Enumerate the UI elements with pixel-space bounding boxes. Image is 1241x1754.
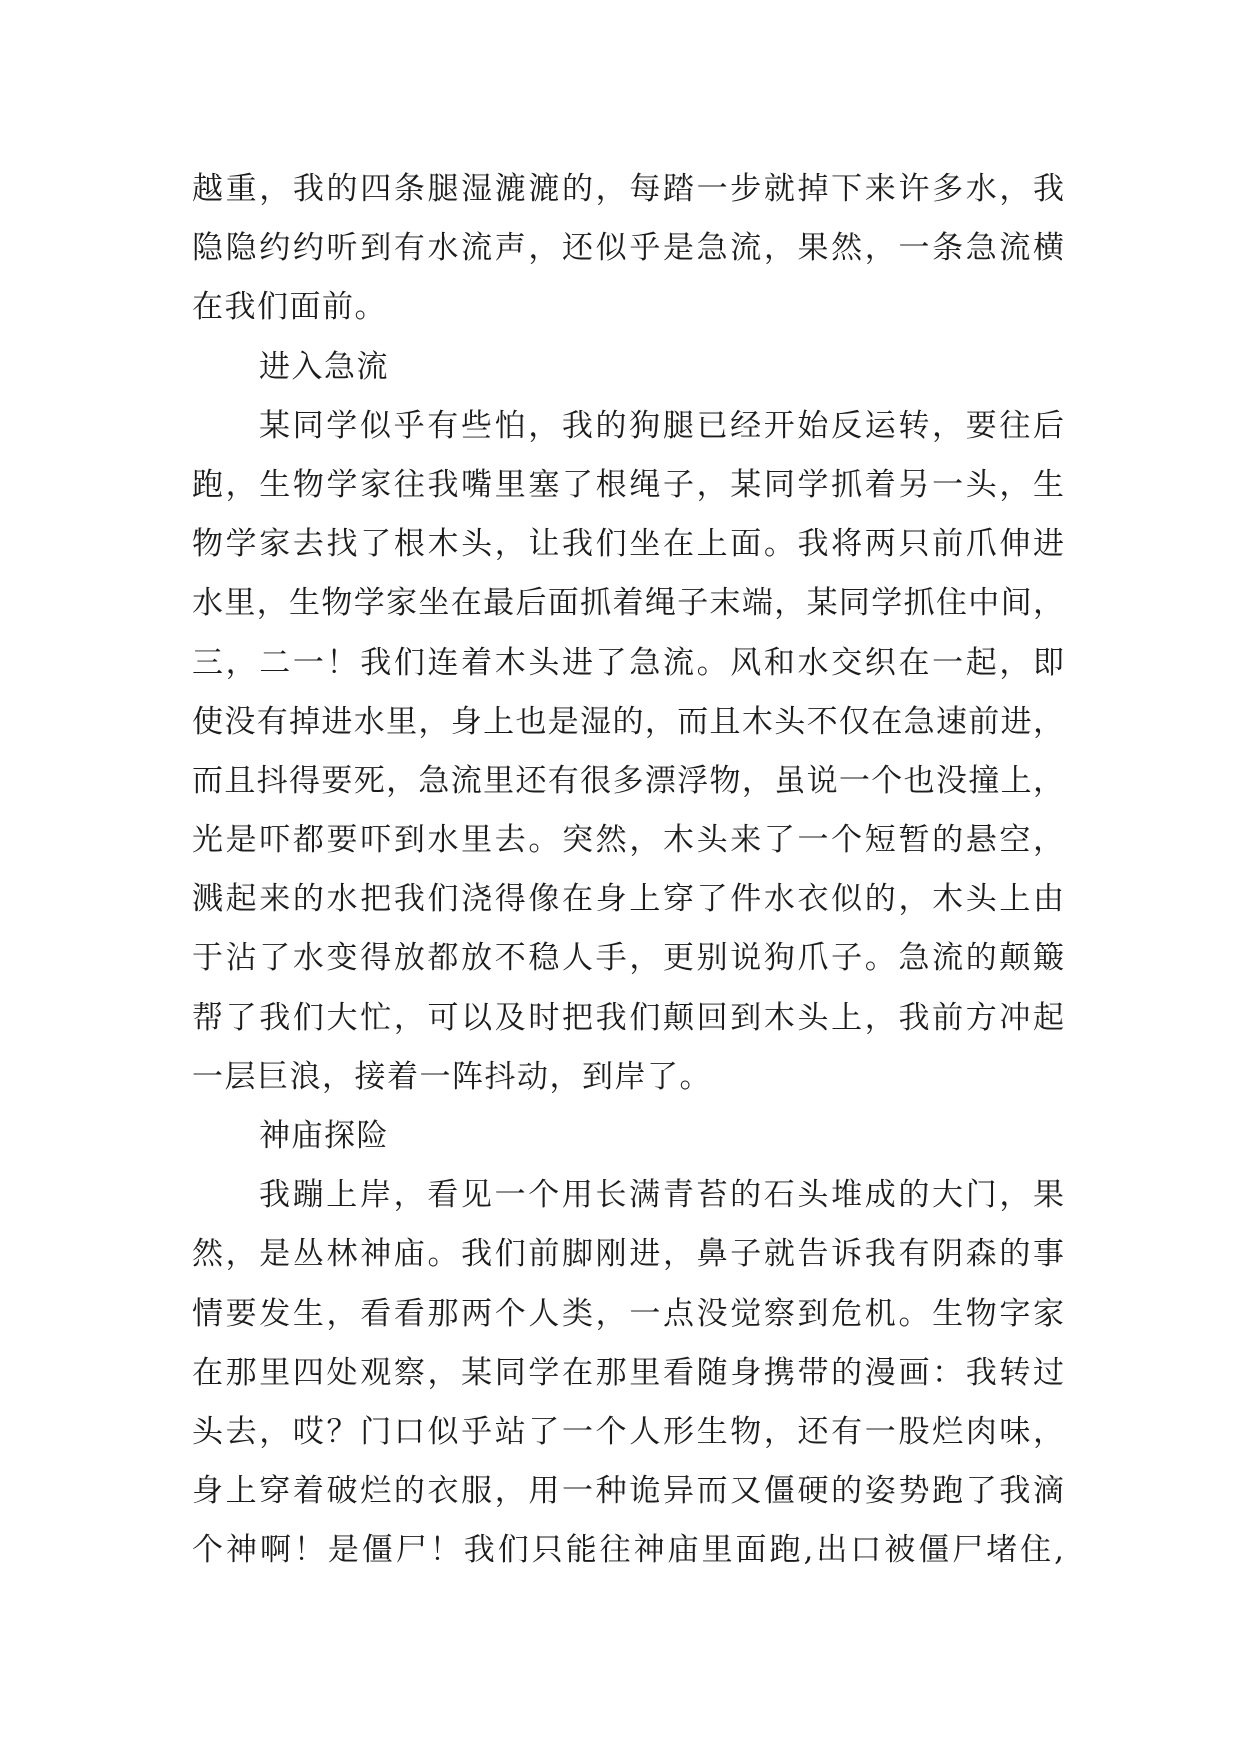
text-line: 在那里四处观察，某同学在那里看随身携带的漫画：我转过 <box>192 1354 1064 1391</box>
text-line: 个神啊！是僵尸！我们只能往神庙里面跑,出口被僵尸堵住, <box>192 1532 1064 1569</box>
text-line: 使没有掉进水里，身上也是湿的，而且木头不仅在急速前进， <box>192 703 1064 740</box>
text-line: 身上穿着破烂的衣服，用一种诡异而又僵硬的姿势跑了我滴 <box>192 1473 1064 1510</box>
text-line: 三，二一！我们连着木头进了急流。风和水交织在一起，即 <box>192 644 1064 681</box>
text-line: 而且抖得要死，急流里还有很多漂浮物，虽说一个也没撞上， <box>192 762 1064 799</box>
document-body <box>192 160 1064 1581</box>
text-line: 头去，哎？门口似乎站了一个人形生物，还有一股烂肉味， <box>192 1413 1064 1450</box>
text-line: 于沾了水变得放都放不稳人手，更别说狗爪子。急流的颠簸 <box>192 940 1064 977</box>
text-line: 跑，生物学家往我嘴里塞了根绳子，某同学抓着另一头，生 <box>192 466 1064 503</box>
section-heading: 进入急流 <box>259 348 389 385</box>
text-line: 帮了我们大忙，可以及时把我们颠回到木头上，我前方冲起 <box>192 999 1064 1036</box>
text-line: 然，是丛林神庙。我们前脚刚进，鼻子就告诉我有阴森的事 <box>192 1236 1064 1273</box>
section-heading: 神庙探险 <box>259 1118 389 1154</box>
text-line: 溅起来的水把我们浇得像在身上穿了件水衣似的，木头上由 <box>192 881 1064 918</box>
text-line: 一层巨浪，接着一阵抖动，到岸了。 <box>192 1058 712 1095</box>
text-line: 水里，生物学家坐在最后面抓着绳子末端，某同学抓住中间， <box>192 585 1064 622</box>
text-line: 某同学似乎有些怕，我的狗腿已经开始反运转，要往后 <box>259 407 1064 444</box>
text-line: 物学家去找了根木头，让我们坐在上面。我将两只前爪伸进 <box>192 526 1064 563</box>
text-line: 越重，我的四条腿湿漉漉的，每踏一步就掉下来许多水，我 <box>192 171 1064 207</box>
text-line: 隐隐约约听到有水流声，还似乎是急流，果然，一条急流横 <box>192 230 1064 267</box>
text-line: 情要发生，看看那两个人类，一点没觉察到危机。生物字家 <box>192 1295 1064 1332</box>
text-line: 在我们面前。 <box>192 289 387 326</box>
text-line: 我蹦上岸，看见一个用长满青苔的石头堆成的大门，果 <box>259 1177 1064 1214</box>
text-line: 光是吓都要吓到水里去。突然，木头来了一个短暂的悬空， <box>192 822 1064 859</box>
